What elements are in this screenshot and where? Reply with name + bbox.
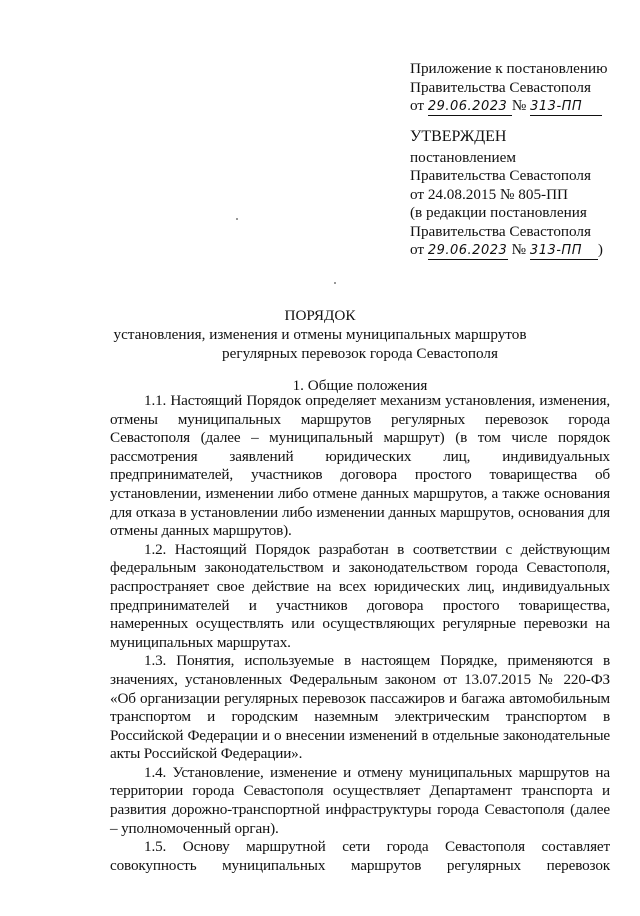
approved-date-line <box>410 241 603 260</box>
annex-number: 313-ПП <box>530 99 583 114</box>
scan-speck <box>334 282 336 284</box>
approved-prefix: от <box>410 241 425 258</box>
section-heading: 1. Общие положения <box>292 377 428 394</box>
paragraph-1-2: 1.2. Настоящий Порядок разработан в соответствии с действующим федеральным законодательством и законодательством города Севастополя, распространяет свое действие на всех юридических лиц, индивидуальных предпринимателей и участников договора простого товарищества, намеренных осуществлять или осуществляющих регулярные перевозки на муниципальных маршрутах. <box>110 540 610 651</box>
annex-date-line <box>410 97 608 116</box>
document-body <box>110 392 610 875</box>
approved-line-5: Правительства Севастополя <box>410 222 591 240</box>
annex-num-sign: № <box>511 97 527 114</box>
doc-subtitle-1: установления, изменения и отмены муниципальных маршрутов <box>113 326 527 343</box>
approved-date: 29.06.2023 <box>427 243 508 258</box>
approved-line-2: Правительства Севастополя <box>410 167 591 184</box>
doc-subtitle-2: регулярных перевозок города Севастополя <box>222 345 498 362</box>
approved-block <box>410 128 603 260</box>
doc-title: ПОРЯДОК <box>284 307 356 324</box>
annex-date: 29.06.2023 <box>427 99 508 114</box>
paragraph-1-4: 1.4. Установление, изменение и отмену муниципальных маршрутов на территории города Севастополя осуществляет Департамент транспорта и развития дорожно-транспортной инфраструктуры города Севастополя (далее – уполномоченный орган). <box>110 763 610 837</box>
paragraph-1-1: 1.1. Настоящий Порядок определяет механизм установления, изменения, отмены муниципальных маршрутов регулярных перевозок города Севастополя (далее – муниципальный маршрут) (в том числе порядок рассмотрения заявлений юридических лиц, индивидуальных предпринимателей, участников договора простого товарищества об установлении, изменении либо отмене данных маршрутов, а также основания для отказа в установлении либо изменении данных маршрутов, основания для отмены данных маршрутов). <box>110 392 610 540</box>
approved-close: ) <box>597 241 603 258</box>
annex-block <box>410 60 608 116</box>
annex-line-2: Правительства Севастополя <box>410 78 591 96</box>
approved-number: 313-ПП <box>529 243 582 258</box>
scan-speck <box>236 218 238 220</box>
approved-line-3: от 24.08.2015 № 805-ПП <box>410 185 569 203</box>
annex-line-1: Приложение к постановлению <box>410 60 608 77</box>
paragraph-1-5: 1.5. Основу маршрутной сети города Севастополя составляет совокупность муниципальных маршрутов регулярных перевозок <box>110 838 610 874</box>
annex-prefix: от <box>410 97 425 114</box>
paragraph-1-3: 1.3. Понятия, используемые в настоящем Порядке, применяются в значениях, установленных Федеральным законом от 13.07.2015 № 220-ФЗ «Об организации регулярных перевозок пассажиров и багажа автомобильным транспортом и городским наземным электрическим транспортом в Российской Федерации и о внесении изменений в отдельные законодательные акты Российской Федерации». <box>110 652 610 763</box>
approved-line-1: постановлением <box>410 148 517 166</box>
approved-num-sign: № <box>511 241 527 258</box>
approved-line-4: (в редакции постановления <box>410 204 587 221</box>
approved-title: УТВЕРЖДЕН <box>410 128 507 145</box>
